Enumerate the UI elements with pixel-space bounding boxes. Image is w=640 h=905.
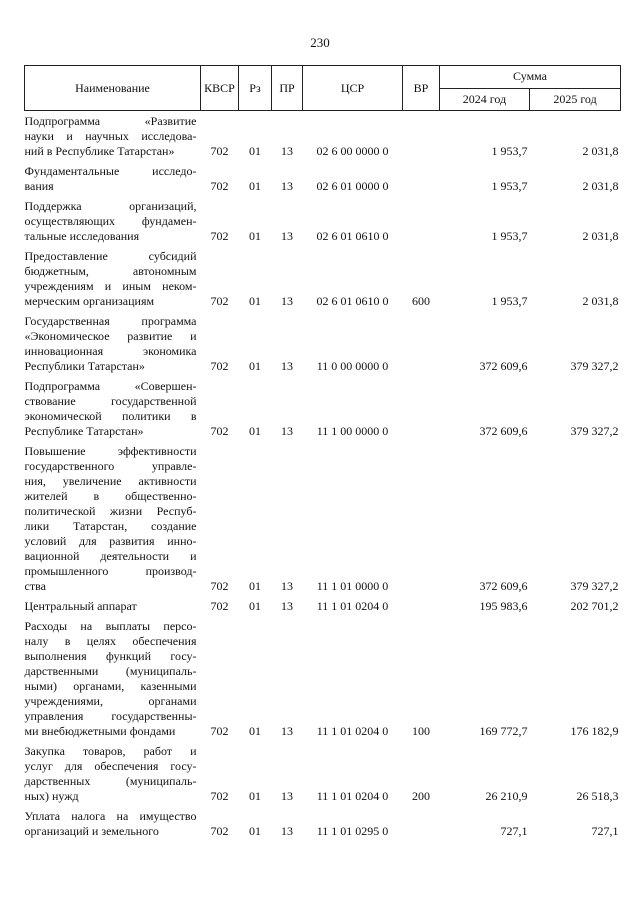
header-year-2025: 2025 год	[530, 88, 621, 111]
cell-name-line: организаций и земельного	[24, 824, 159, 838]
cell-sum-2024: 1 953,7	[491, 229, 528, 243]
cell-pr: 13	[281, 724, 293, 738]
header-year-2024: 2024 год	[440, 88, 530, 111]
table-row	[25, 196, 621, 246]
cell-name	[25, 441, 201, 596]
cell-name-line: Уплата налога на имущество	[24, 809, 197, 823]
cell-name-line: условий для развития инно-	[24, 534, 197, 548]
cell-name-line: услуг для обеспечения госу-	[24, 759, 197, 773]
cell-sum-2025: 379 327,2	[570, 359, 619, 373]
table-row	[25, 376, 621, 441]
cell-csr: 02 6 00 0000 0	[316, 144, 389, 158]
cell-name-line: науки и научных исследова-	[24, 129, 197, 143]
cell-sum-2025: 202 701,2	[570, 599, 619, 613]
cell-name-line: Закупка товаров, работ и	[24, 744, 197, 758]
cell-name-line: Республике Татарстан»	[24, 424, 144, 438]
cell-kvsr: 702	[210, 424, 229, 438]
cell-pr: 13	[281, 599, 293, 613]
cell-kvsr: 702	[210, 294, 229, 308]
cell-name-line: лики Татарстан, создание	[24, 519, 197, 533]
cell-rz: 01	[249, 294, 261, 308]
cell-pr: 13	[281, 789, 293, 803]
cell-rz: 01	[249, 724, 261, 738]
cell-sum-2024: 26 210,9	[485, 789, 528, 803]
cell-name	[25, 196, 201, 246]
cell-name	[25, 111, 201, 162]
cell-vr	[403, 196, 440, 246]
cell-name-line: Государственная программа	[24, 314, 197, 328]
cell-csr: 11 1 01 0204 0	[316, 789, 389, 803]
cell-name-line: Подпрограмма «Совершен-	[24, 379, 197, 393]
cell-csr: 02 6 01 0610 0	[316, 229, 389, 243]
cell-sum-2025: 2 031,8	[582, 229, 619, 243]
cell-name-line: инновационная экономика	[24, 344, 197, 358]
cell-pr: 13	[281, 229, 293, 243]
cell-csr: 11 0 00 0000 0	[316, 359, 389, 373]
cell-name-line: налу в целях обеспечения	[24, 634, 197, 648]
cell-rz: 01	[249, 144, 261, 158]
cell-rz: 01	[249, 359, 261, 373]
cell-sum-2025: 2 031,8	[582, 294, 619, 308]
table-row	[25, 596, 621, 616]
cell-csr: 11 1 01 0000 0	[316, 579, 389, 593]
cell-pr: 13	[281, 179, 293, 193]
cell-kvsr: 702	[210, 179, 229, 193]
cell-name-line: дарственных (муниципаль-	[24, 774, 197, 788]
table-row	[25, 741, 621, 806]
cell-name	[25, 311, 201, 376]
cell-rz: 01	[249, 229, 261, 243]
cell-pr: 13	[281, 579, 293, 593]
cell-name-line: Республики Татарстан»	[24, 359, 145, 373]
cell-name-line: Предоставление субсидий	[24, 249, 197, 263]
cell-name-line: бюджетным, автономным	[24, 264, 197, 278]
cell-name-line: тальные исследования	[24, 229, 140, 243]
cell-sum-2025: 379 327,2	[570, 424, 619, 438]
header-csr: ЦСР	[303, 66, 403, 111]
cell-csr: 02 6 01 0000 0	[316, 179, 389, 193]
cell-name-line: государственного управле-	[24, 459, 197, 473]
cell-name	[25, 596, 201, 616]
cell-pr: 13	[281, 824, 293, 838]
cell-sum-2025: 176 182,9	[570, 724, 619, 738]
cell-kvsr: 702	[210, 789, 229, 803]
cell-kvsr: 702	[210, 359, 229, 373]
cell-name	[25, 376, 201, 441]
cell-name-line: ний в Республике Татарстан»	[24, 144, 175, 158]
cell-csr: 02 6 01 0610 0	[316, 294, 389, 308]
cell-pr: 13	[281, 144, 293, 158]
header-sum: Сумма	[440, 66, 621, 89]
cell-name-line: ствование государственной	[24, 394, 197, 408]
cell-name-line: «Экономическое развитие и	[24, 329, 197, 343]
table-row	[25, 246, 621, 311]
cell-name-line: промышленного производ-	[24, 564, 197, 578]
cell-sum-2024: 372 609,6	[479, 359, 528, 373]
cell-csr: 11 1 01 0204 0	[316, 599, 389, 613]
cell-sum-2024: 727,1	[500, 824, 528, 838]
cell-rz: 01	[249, 579, 261, 593]
cell-vr	[403, 596, 440, 616]
cell-pr: 13	[281, 294, 293, 308]
cell-name-line: учреждениями, органами	[24, 694, 197, 708]
cell-name-line: выполнения функций госу-	[24, 649, 197, 663]
cell-name-line: Фундаментальные исследо-	[24, 164, 197, 178]
cell-name-line: Центральный аппарат	[24, 599, 137, 613]
cell-sum-2025: 727,1	[591, 824, 619, 838]
cell-name-line: вания	[24, 179, 54, 193]
table-row	[25, 806, 621, 841]
cell-name	[25, 806, 201, 841]
cell-name-line: дарственными (муниципаль-	[24, 664, 197, 678]
cell-name-line: Подпрограмма «Развитие	[24, 114, 197, 128]
cell-sum-2024: 1 953,7	[491, 179, 528, 193]
cell-rz: 01	[249, 424, 261, 438]
cell-vr: 600	[412, 294, 430, 308]
table-row	[25, 616, 621, 741]
header-rz: Рз	[239, 66, 272, 111]
header-kvsr: КВСР	[201, 66, 239, 111]
cell-name-line: жителей в общественно-	[24, 489, 197, 503]
cell-name-line: политической жизни Респуб-	[24, 504, 197, 518]
cell-kvsr: 702	[210, 229, 229, 243]
cell-name-line: ных) нужд	[24, 789, 79, 803]
cell-name-line: учреждениям и иным неком-	[24, 279, 197, 293]
table-row	[25, 441, 621, 596]
cell-name-line: вационной деятельности и	[24, 549, 197, 563]
cell-name	[25, 246, 201, 311]
cell-name	[25, 161, 201, 196]
cell-csr: 11 1 00 0000 0	[316, 424, 389, 438]
cell-vr	[403, 376, 440, 441]
cell-name-line: экономической политики в	[24, 409, 197, 423]
cell-sum-2025: 2 031,8	[582, 144, 619, 158]
cell-sum-2025: 26 518,3	[576, 789, 619, 803]
cell-csr: 11 1 01 0204 0	[316, 724, 389, 738]
cell-sum-2025: 379 327,2	[570, 579, 619, 593]
cell-sum-2024: 372 609,6	[479, 579, 528, 593]
cell-name-line: Расходы на выплаты персо-	[24, 619, 197, 633]
cell-kvsr: 702	[210, 144, 229, 158]
cell-name-line: ми внебюджетными фондами	[24, 724, 176, 738]
table-row	[25, 311, 621, 376]
table-body	[25, 111, 621, 842]
cell-vr	[403, 311, 440, 376]
cell-rz: 01	[249, 789, 261, 803]
cell-vr	[403, 161, 440, 196]
cell-rz: 01	[249, 179, 261, 193]
cell-kvsr: 702	[210, 724, 229, 738]
cell-name	[25, 741, 201, 806]
cell-sum-2024: 1 953,7	[491, 294, 528, 308]
cell-name-line: Повышение эффективности	[24, 444, 197, 458]
cell-csr: 11 1 01 0295 0	[316, 824, 389, 838]
page-number: 230	[310, 35, 330, 50]
cell-sum-2024: 195 983,6	[479, 599, 528, 613]
cell-vr	[403, 111, 440, 162]
header-vr: ВР	[403, 66, 440, 111]
cell-name-line: ными) органами, казенными	[24, 679, 197, 693]
cell-vr	[403, 441, 440, 596]
cell-vr: 100	[412, 724, 430, 738]
table-row	[25, 161, 621, 196]
cell-kvsr: 702	[210, 599, 229, 613]
cell-name-line: ния, увеличение активности	[24, 474, 197, 488]
cell-vr	[403, 806, 440, 841]
table-row	[25, 111, 621, 162]
cell-pr: 13	[281, 359, 293, 373]
cell-name-line: управления государственны-	[24, 709, 197, 723]
cell-vr: 200	[412, 789, 430, 803]
cell-kvsr: 702	[210, 824, 229, 838]
cell-kvsr: 702	[210, 579, 229, 593]
budget-table	[24, 65, 621, 841]
cell-name-line: Поддержка организаций,	[24, 199, 197, 213]
cell-name	[25, 616, 201, 741]
cell-rz: 01	[249, 599, 261, 613]
cell-sum-2024: 372 609,6	[479, 424, 528, 438]
header-name: Наименование	[25, 66, 201, 111]
cell-sum-2024: 169 772,7	[479, 724, 528, 738]
cell-name-line: мерческим организациям	[24, 294, 155, 308]
cell-sum-2024: 1 953,7	[491, 144, 528, 158]
cell-name-line: ства	[24, 579, 46, 593]
cell-pr: 13	[281, 424, 293, 438]
cell-sum-2025: 2 031,8	[582, 179, 619, 193]
header-pr: ПР	[272, 66, 303, 111]
cell-rz: 01	[249, 824, 261, 838]
cell-name-line: осуществляющих фундамен-	[24, 214, 197, 228]
